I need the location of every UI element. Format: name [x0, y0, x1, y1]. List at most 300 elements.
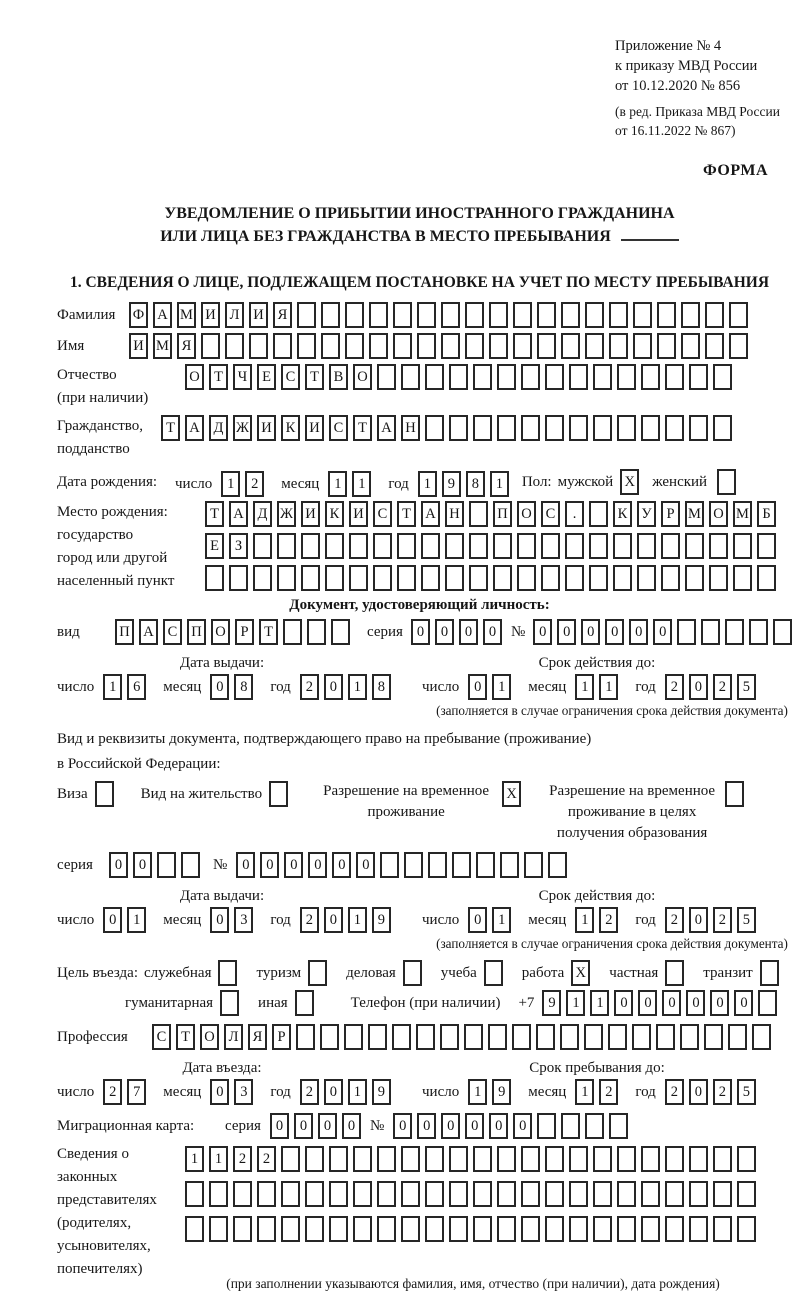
date-year-cell[interactable]: 9 [372, 1079, 391, 1105]
char-cell[interactable] [665, 1146, 684, 1172]
char-cell[interactable] [380, 852, 399, 878]
char-cell[interactable] [305, 1181, 324, 1207]
char-cell[interactable]: 0 [483, 619, 502, 645]
char-cell[interactable] [593, 364, 612, 390]
char-cell[interactable]: Ф [129, 302, 148, 328]
char-cell[interactable]: А [139, 619, 158, 645]
char-cell[interactable]: П [493, 501, 512, 527]
char-cell[interactable] [513, 333, 532, 359]
char-cell[interactable]: 0 [465, 1113, 484, 1139]
char-cell[interactable]: З [229, 533, 248, 559]
char-cell[interactable] [377, 1216, 396, 1242]
char-cell[interactable] [489, 333, 508, 359]
char-cell[interactable] [757, 565, 776, 591]
char-cell[interactable] [301, 565, 320, 591]
date-month-cell[interactable]: 1 [328, 471, 347, 497]
char-cell[interactable] [497, 364, 516, 390]
char-cell[interactable]: К [281, 415, 300, 441]
char-cell[interactable]: Н [401, 415, 420, 441]
date-year-cell[interactable]: 0 [689, 674, 708, 700]
char-cell[interactable] [537, 302, 556, 328]
char-cell[interactable] [353, 1146, 372, 1172]
char-cell[interactable] [589, 533, 608, 559]
char-cell[interactable] [325, 565, 344, 591]
char-cell[interactable] [513, 302, 532, 328]
char-cell[interactable] [521, 415, 540, 441]
char-cell[interactable] [737, 1146, 756, 1172]
char-cell[interactable] [368, 1024, 387, 1050]
date-year-cell[interactable]: 2 [300, 674, 319, 700]
char-cell[interactable] [417, 302, 436, 328]
char-cell[interactable] [584, 1024, 603, 1050]
date-year-cell[interactable]: 5 [737, 674, 756, 700]
char-cell[interactable]: Д [253, 501, 272, 527]
char-cell[interactable]: С [163, 619, 182, 645]
char-cell[interactable] [469, 565, 488, 591]
char-cell[interactable] [737, 1181, 756, 1207]
char-cell[interactable] [421, 565, 440, 591]
date-year-cell[interactable]: 0 [324, 1079, 343, 1105]
char-cell[interactable] [273, 333, 292, 359]
char-cell[interactable] [593, 1181, 612, 1207]
char-cell[interactable] [441, 302, 460, 328]
char-cell[interactable] [661, 533, 680, 559]
char-cell[interactable] [181, 852, 200, 878]
checkbox-purpose-commercial[interactable] [403, 960, 422, 986]
char-cell[interactable]: К [325, 501, 344, 527]
char-cell[interactable] [681, 302, 700, 328]
char-cell[interactable]: 0 [270, 1113, 289, 1139]
char-cell[interactable] [613, 565, 632, 591]
char-cell[interactable] [353, 1216, 372, 1242]
char-cell[interactable]: 9 [542, 990, 561, 1016]
date-year-cell[interactable]: 1 [348, 674, 367, 700]
char-cell[interactable] [417, 333, 436, 359]
date-day-cell[interactable]: 9 [492, 1079, 511, 1105]
char-cell[interactable]: Я [177, 333, 196, 359]
char-cell[interactable]: 0 [332, 852, 351, 878]
date-year-cell[interactable]: 8 [466, 471, 485, 497]
char-cell[interactable] [345, 302, 364, 328]
char-cell[interactable] [665, 1216, 684, 1242]
checkbox-sex-female[interactable] [717, 469, 736, 495]
char-cell[interactable] [377, 364, 396, 390]
date-year-cell[interactable]: 0 [689, 1079, 708, 1105]
char-cell[interactable] [209, 1216, 228, 1242]
char-cell[interactable]: В [329, 364, 348, 390]
char-cell[interactable]: Т [209, 364, 228, 390]
char-cell[interactable] [589, 501, 608, 527]
char-cell[interactable] [253, 533, 272, 559]
char-cell[interactable]: 1 [566, 990, 585, 1016]
char-cell[interactable] [609, 1113, 628, 1139]
char-cell[interactable]: И [349, 501, 368, 527]
date-year-cell[interactable]: 5 [737, 907, 756, 933]
char-cell[interactable]: О [353, 364, 372, 390]
char-cell[interactable] [524, 852, 543, 878]
char-cell[interactable]: 0 [284, 852, 303, 878]
char-cell[interactable] [680, 1024, 699, 1050]
checkbox-purpose-transit[interactable] [760, 960, 779, 986]
char-cell[interactable] [613, 533, 632, 559]
char-cell[interactable] [305, 1216, 324, 1242]
char-cell[interactable]: С [541, 501, 560, 527]
char-cell[interactable]: 1 [209, 1146, 228, 1172]
char-cell[interactable] [401, 1181, 420, 1207]
char-cell[interactable] [593, 415, 612, 441]
checkbox-purpose-study[interactable] [484, 960, 503, 986]
char-cell[interactable]: У [637, 501, 656, 527]
char-cell[interactable] [392, 1024, 411, 1050]
char-cell[interactable] [689, 415, 708, 441]
char-cell[interactable] [404, 852, 423, 878]
char-cell[interactable]: Я [248, 1024, 267, 1050]
date-month-cell[interactable]: 1 [575, 907, 594, 933]
char-cell[interactable] [541, 565, 560, 591]
char-cell[interactable]: Ж [277, 501, 296, 527]
char-cell[interactable]: 2 [257, 1146, 276, 1172]
char-cell[interactable] [713, 415, 732, 441]
char-cell[interactable]: 0 [653, 619, 672, 645]
char-cell[interactable]: П [115, 619, 134, 645]
char-cell[interactable] [637, 533, 656, 559]
char-cell[interactable] [689, 1216, 708, 1242]
char-cell[interactable] [593, 1146, 612, 1172]
char-cell[interactable] [209, 1181, 228, 1207]
char-cell[interactable] [749, 619, 768, 645]
checkbox-purpose-private[interactable] [665, 960, 684, 986]
char-cell[interactable] [469, 501, 488, 527]
char-cell[interactable] [281, 1216, 300, 1242]
char-cell[interactable] [281, 1181, 300, 1207]
char-cell[interactable] [297, 302, 316, 328]
char-cell[interactable]: К [613, 501, 632, 527]
char-cell[interactable] [185, 1181, 204, 1207]
char-cell[interactable] [689, 364, 708, 390]
char-cell[interactable] [321, 302, 340, 328]
char-cell[interactable] [425, 415, 444, 441]
char-cell[interactable] [633, 333, 652, 359]
char-cell[interactable] [464, 1024, 483, 1050]
char-cell[interactable]: О [200, 1024, 219, 1050]
char-cell[interactable] [569, 415, 588, 441]
char-cell[interactable]: 0 [686, 990, 705, 1016]
char-cell[interactable] [497, 1146, 516, 1172]
char-cell[interactable] [713, 1146, 732, 1172]
char-cell[interactable] [449, 1216, 468, 1242]
date-month-cell[interactable]: 0 [210, 1079, 229, 1105]
char-cell[interactable] [725, 619, 744, 645]
char-cell[interactable] [633, 302, 652, 328]
char-cell[interactable] [585, 333, 604, 359]
char-cell[interactable] [709, 565, 728, 591]
char-cell[interactable] [449, 1181, 468, 1207]
char-cell[interactable]: П [187, 619, 206, 645]
date-day-cell[interactable]: 0 [468, 907, 487, 933]
char-cell[interactable]: 0 [236, 852, 255, 878]
char-cell[interactable]: Т [161, 415, 180, 441]
char-cell[interactable]: М [733, 501, 752, 527]
char-cell[interactable] [401, 364, 420, 390]
char-cell[interactable] [353, 1181, 372, 1207]
char-cell[interactable] [257, 1216, 276, 1242]
date-year-cell[interactable]: 2 [665, 1079, 684, 1105]
date-day-cell[interactable]: 0 [103, 907, 122, 933]
char-cell[interactable] [545, 415, 564, 441]
char-cell[interactable] [349, 565, 368, 591]
char-cell[interactable]: И [257, 415, 276, 441]
char-cell[interactable]: Е [205, 533, 224, 559]
char-cell[interactable] [377, 1146, 396, 1172]
char-cell[interactable] [537, 1113, 556, 1139]
char-cell[interactable] [497, 1216, 516, 1242]
char-cell[interactable] [561, 1113, 580, 1139]
char-cell[interactable]: Р [661, 501, 680, 527]
char-cell[interactable] [617, 1181, 636, 1207]
char-cell[interactable] [441, 333, 460, 359]
char-cell[interactable] [345, 333, 364, 359]
char-cell[interactable] [733, 533, 752, 559]
char-cell[interactable] [593, 1216, 612, 1242]
date-month-cell[interactable]: 8 [234, 674, 253, 700]
char-cell[interactable] [449, 364, 468, 390]
char-cell[interactable]: И [129, 333, 148, 359]
date-year-cell[interactable]: 1 [348, 907, 367, 933]
char-cell[interactable] [489, 302, 508, 328]
char-cell[interactable] [445, 533, 464, 559]
date-month-cell[interactable]: 0 [210, 674, 229, 700]
char-cell[interactable] [728, 1024, 747, 1050]
char-cell[interactable] [705, 333, 724, 359]
char-cell[interactable] [421, 533, 440, 559]
char-cell[interactable] [473, 415, 492, 441]
char-cell[interactable] [517, 565, 536, 591]
char-cell[interactable] [425, 1216, 444, 1242]
char-cell[interactable]: 0 [513, 1113, 532, 1139]
char-cell[interactable] [512, 1024, 531, 1050]
char-cell[interactable] [331, 619, 350, 645]
char-cell[interactable] [205, 565, 224, 591]
date-day-cell[interactable]: 7 [127, 1079, 146, 1105]
char-cell[interactable]: И [249, 302, 268, 328]
char-cell[interactable] [617, 1146, 636, 1172]
char-cell[interactable]: Ж [233, 415, 252, 441]
char-cell[interactable] [665, 1181, 684, 1207]
char-cell[interactable] [685, 565, 704, 591]
char-cell[interactable] [440, 1024, 459, 1050]
char-cell[interactable] [445, 565, 464, 591]
date-year-cell[interactable]: 2 [300, 1079, 319, 1105]
char-cell[interactable] [545, 364, 564, 390]
char-cell[interactable] [373, 565, 392, 591]
date-year-cell[interactable]: 1 [418, 471, 437, 497]
char-cell[interactable]: 0 [489, 1113, 508, 1139]
char-cell[interactable] [325, 533, 344, 559]
char-cell[interactable] [493, 533, 512, 559]
char-cell[interactable] [617, 415, 636, 441]
char-cell[interactable]: Т [205, 501, 224, 527]
char-cell[interactable]: С [281, 364, 300, 390]
char-cell[interactable] [589, 565, 608, 591]
char-cell[interactable] [488, 1024, 507, 1050]
char-cell[interactable]: О [185, 364, 204, 390]
date-day-cell[interactable]: 1 [468, 1079, 487, 1105]
date-day-cell[interactable]: 6 [127, 674, 146, 700]
date-day-cell[interactable]: 2 [245, 471, 264, 497]
char-cell[interactable] [425, 364, 444, 390]
char-cell[interactable]: С [373, 501, 392, 527]
char-cell[interactable]: А [229, 501, 248, 527]
char-cell[interactable] [561, 333, 580, 359]
date-month-cell[interactable]: 1 [352, 471, 371, 497]
char-cell[interactable]: 1 [185, 1146, 204, 1172]
char-cell[interactable] [329, 1146, 348, 1172]
char-cell[interactable]: 0 [581, 619, 600, 645]
char-cell[interactable]: А [185, 415, 204, 441]
date-day-cell[interactable]: 1 [221, 471, 240, 497]
char-cell[interactable] [257, 1181, 276, 1207]
char-cell[interactable]: 0 [435, 619, 454, 645]
char-cell[interactable] [283, 619, 302, 645]
char-cell[interactable] [305, 1146, 324, 1172]
char-cell[interactable] [425, 1146, 444, 1172]
char-cell[interactable]: 0 [441, 1113, 460, 1139]
char-cell[interactable]: С [329, 415, 348, 441]
char-cell[interactable]: 0 [734, 990, 753, 1016]
checkbox-purpose-work[interactable]: X [571, 960, 590, 986]
char-cell[interactable]: Р [235, 619, 254, 645]
char-cell[interactable] [320, 1024, 339, 1050]
char-cell[interactable] [665, 364, 684, 390]
date-year-cell[interactable]: 1 [348, 1079, 367, 1105]
char-cell[interactable] [344, 1024, 363, 1050]
char-cell[interactable] [476, 852, 495, 878]
char-cell[interactable] [521, 1146, 540, 1172]
char-cell[interactable] [665, 415, 684, 441]
char-cell[interactable] [469, 533, 488, 559]
char-cell[interactable] [397, 565, 416, 591]
char-cell[interactable]: Б [757, 501, 776, 527]
char-cell[interactable] [632, 1024, 651, 1050]
char-cell[interactable] [473, 1216, 492, 1242]
char-cell[interactable] [521, 1181, 540, 1207]
char-cell[interactable]: . [565, 501, 584, 527]
date-month-cell[interactable]: 0 [210, 907, 229, 933]
date-month-cell[interactable]: 2 [599, 1079, 618, 1105]
char-cell[interactable]: М [177, 302, 196, 328]
char-cell[interactable] [428, 852, 447, 878]
char-cell[interactable]: 0 [260, 852, 279, 878]
char-cell[interactable] [704, 1024, 723, 1050]
char-cell[interactable] [297, 333, 316, 359]
char-cell[interactable]: 0 [411, 619, 430, 645]
char-cell[interactable] [307, 619, 326, 645]
char-cell[interactable]: 0 [356, 852, 375, 878]
char-cell[interactable] [545, 1181, 564, 1207]
char-cell[interactable]: 1 [590, 990, 609, 1016]
checkbox-residence-permit[interactable] [269, 781, 288, 807]
char-cell[interactable] [253, 565, 272, 591]
char-cell[interactable]: Н [445, 501, 464, 527]
char-cell[interactable] [497, 1181, 516, 1207]
char-cell[interactable] [641, 415, 660, 441]
char-cell[interactable]: 0 [614, 990, 633, 1016]
char-cell[interactable] [281, 1146, 300, 1172]
char-cell[interactable] [449, 415, 468, 441]
char-cell[interactable] [425, 1181, 444, 1207]
char-cell[interactable] [657, 333, 676, 359]
char-cell[interactable] [569, 1146, 588, 1172]
char-cell[interactable] [201, 333, 220, 359]
char-cell[interactable]: 0 [109, 852, 128, 878]
date-day-cell[interactable]: 1 [492, 907, 511, 933]
char-cell[interactable] [500, 852, 519, 878]
char-cell[interactable]: Т [353, 415, 372, 441]
char-cell[interactable] [185, 1216, 204, 1242]
char-cell[interactable] [733, 565, 752, 591]
char-cell[interactable] [277, 565, 296, 591]
checkbox-purpose-tourism[interactable] [308, 960, 327, 986]
checkbox-rvp[interactable]: X [502, 781, 521, 807]
date-year-cell[interactable]: 2 [713, 907, 732, 933]
char-cell[interactable] [393, 333, 412, 359]
date-year-cell[interactable]: 2 [665, 674, 684, 700]
checkbox-purpose-other[interactable] [295, 990, 314, 1016]
char-cell[interactable]: Я [273, 302, 292, 328]
char-cell[interactable]: Д [209, 415, 228, 441]
char-cell[interactable]: 0 [629, 619, 648, 645]
char-cell[interactable]: И [301, 501, 320, 527]
char-cell[interactable]: 0 [638, 990, 657, 1016]
char-cell[interactable]: Т [259, 619, 278, 645]
char-cell[interactable] [617, 1216, 636, 1242]
char-cell[interactable] [569, 364, 588, 390]
char-cell[interactable] [369, 333, 388, 359]
char-cell[interactable] [729, 302, 748, 328]
date-year-cell[interactable]: 9 [372, 907, 391, 933]
char-cell[interactable] [681, 333, 700, 359]
char-cell[interactable] [641, 1181, 660, 1207]
char-cell[interactable] [637, 565, 656, 591]
char-cell[interactable] [729, 333, 748, 359]
char-cell[interactable] [277, 533, 296, 559]
char-cell[interactable] [545, 1146, 564, 1172]
char-cell[interactable] [689, 1181, 708, 1207]
char-cell[interactable] [752, 1024, 771, 1050]
date-month-cell[interactable]: 3 [234, 1079, 253, 1105]
char-cell[interactable]: М [685, 501, 704, 527]
char-cell[interactable] [609, 302, 628, 328]
char-cell[interactable] [689, 1146, 708, 1172]
checkbox-visa[interactable] [95, 781, 114, 807]
char-cell[interactable] [713, 1216, 732, 1242]
char-cell[interactable] [773, 619, 792, 645]
checkbox-rvp-education[interactable] [725, 781, 744, 807]
char-cell[interactable] [565, 533, 584, 559]
date-year-cell[interactable]: 0 [324, 907, 343, 933]
char-cell[interactable]: 0 [308, 852, 327, 878]
char-cell[interactable] [473, 364, 492, 390]
char-cell[interactable] [373, 533, 392, 559]
char-cell[interactable] [473, 1181, 492, 1207]
date-month-cell[interactable]: 2 [599, 907, 618, 933]
date-year-cell[interactable]: 2 [300, 907, 319, 933]
char-cell[interactable]: И [305, 415, 324, 441]
date-year-cell[interactable]: 8 [372, 674, 391, 700]
char-cell[interactable]: 0 [393, 1113, 412, 1139]
char-cell[interactable]: Р [272, 1024, 291, 1050]
char-cell[interactable] [569, 1216, 588, 1242]
